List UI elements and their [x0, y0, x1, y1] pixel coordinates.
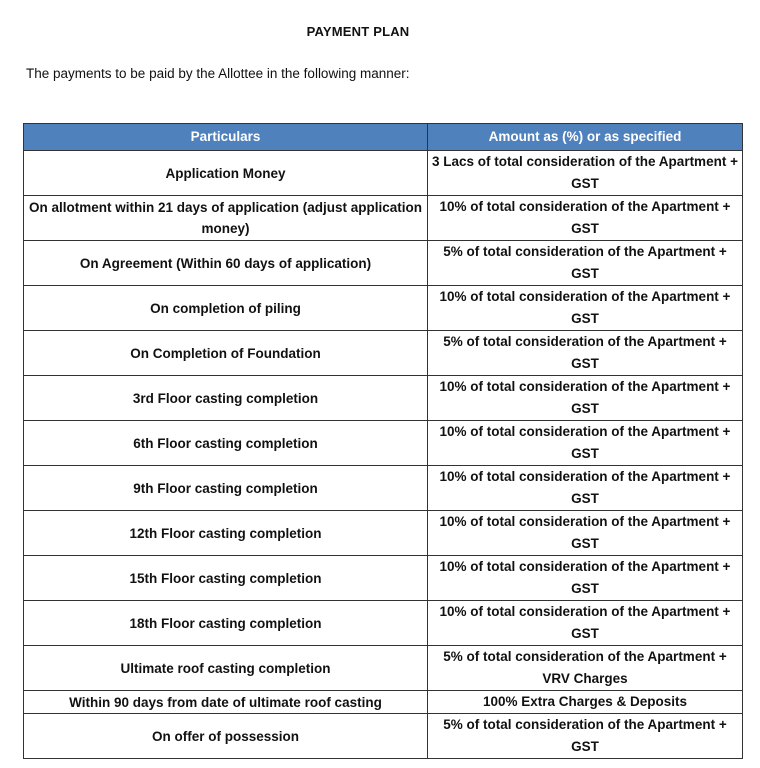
row-particular: On allotment within 21 days of application (adjust application money)	[24, 196, 428, 241]
table-row	[24, 421, 743, 466]
row-amount: 10% of total consideration of the Apartment + GST	[428, 556, 743, 601]
row-particular: On offer of possession	[24, 714, 428, 759]
row-amount: 5% of total consideration of the Apartment + GST	[428, 331, 743, 376]
row-amount: 10% of total consideration of the Apartment + GST	[428, 196, 743, 241]
row-particular: 9th Floor casting completion	[24, 466, 428, 511]
table-row	[24, 691, 743, 714]
row-amount: 5% of total consideration of the Apartment + VRV Charges	[428, 646, 743, 691]
row-particular: 12th Floor casting completion	[24, 511, 428, 556]
row-amount: 10% of total consideration of the Apartment + GST	[428, 286, 743, 331]
header-particulars: Particulars	[24, 124, 428, 151]
table-row	[24, 286, 743, 331]
payment-plan-table	[23, 123, 743, 759]
row-amount: 3 Lacs of total consideration of the Apartment + GST	[428, 151, 743, 196]
row-particular: 18th Floor casting completion	[24, 601, 428, 646]
table-row	[24, 466, 743, 511]
row-particular: On Completion of Foundation	[24, 331, 428, 376]
row-particular: 15th Floor casting completion	[24, 556, 428, 601]
row-particular: On completion of piling	[24, 286, 428, 331]
row-amount: 100% Extra Charges & Deposits	[428, 691, 743, 714]
row-particular: Within 90 days from date of ultimate roof casting	[24, 691, 428, 714]
row-particular: Ultimate roof casting completion	[24, 646, 428, 691]
table-header-row	[24, 124, 743, 151]
row-amount: 5% of total consideration of the Apartment + GST	[428, 714, 743, 759]
table-row	[24, 241, 743, 286]
table-row	[24, 151, 743, 196]
row-amount: 10% of total consideration of the Apartment + GST	[428, 421, 743, 466]
row-particular: 3rd Floor casting completion	[24, 376, 428, 421]
table-row	[24, 376, 743, 421]
table-row	[24, 714, 743, 759]
row-amount: 10% of total consideration of the Apartment + GST	[428, 601, 743, 646]
page-title: PAYMENT PLAN	[306, 24, 410, 39]
row-amount: 10% of total consideration of the Apartment + GST	[428, 511, 743, 556]
row-amount: 10% of total consideration of the Apartment + GST	[428, 466, 743, 511]
table-row	[24, 511, 743, 556]
header-amount: Amount as (%) or as specified	[428, 124, 743, 151]
table-row	[24, 601, 743, 646]
row-particular: On Agreement (Within 60 days of application)	[24, 241, 428, 286]
table-row	[24, 331, 743, 376]
row-particular: 6th Floor casting completion	[24, 421, 428, 466]
row-amount: 10% of total consideration of the Apartment + GST	[428, 376, 743, 421]
table-row	[24, 556, 743, 601]
table-row	[24, 196, 743, 241]
intro-text: The payments to be paid by the Allottee in the following manner:	[26, 66, 410, 81]
row-particular: Application Money	[24, 151, 428, 196]
table-row	[24, 646, 743, 691]
row-amount: 5% of total consideration of the Apartment + GST	[428, 241, 743, 286]
